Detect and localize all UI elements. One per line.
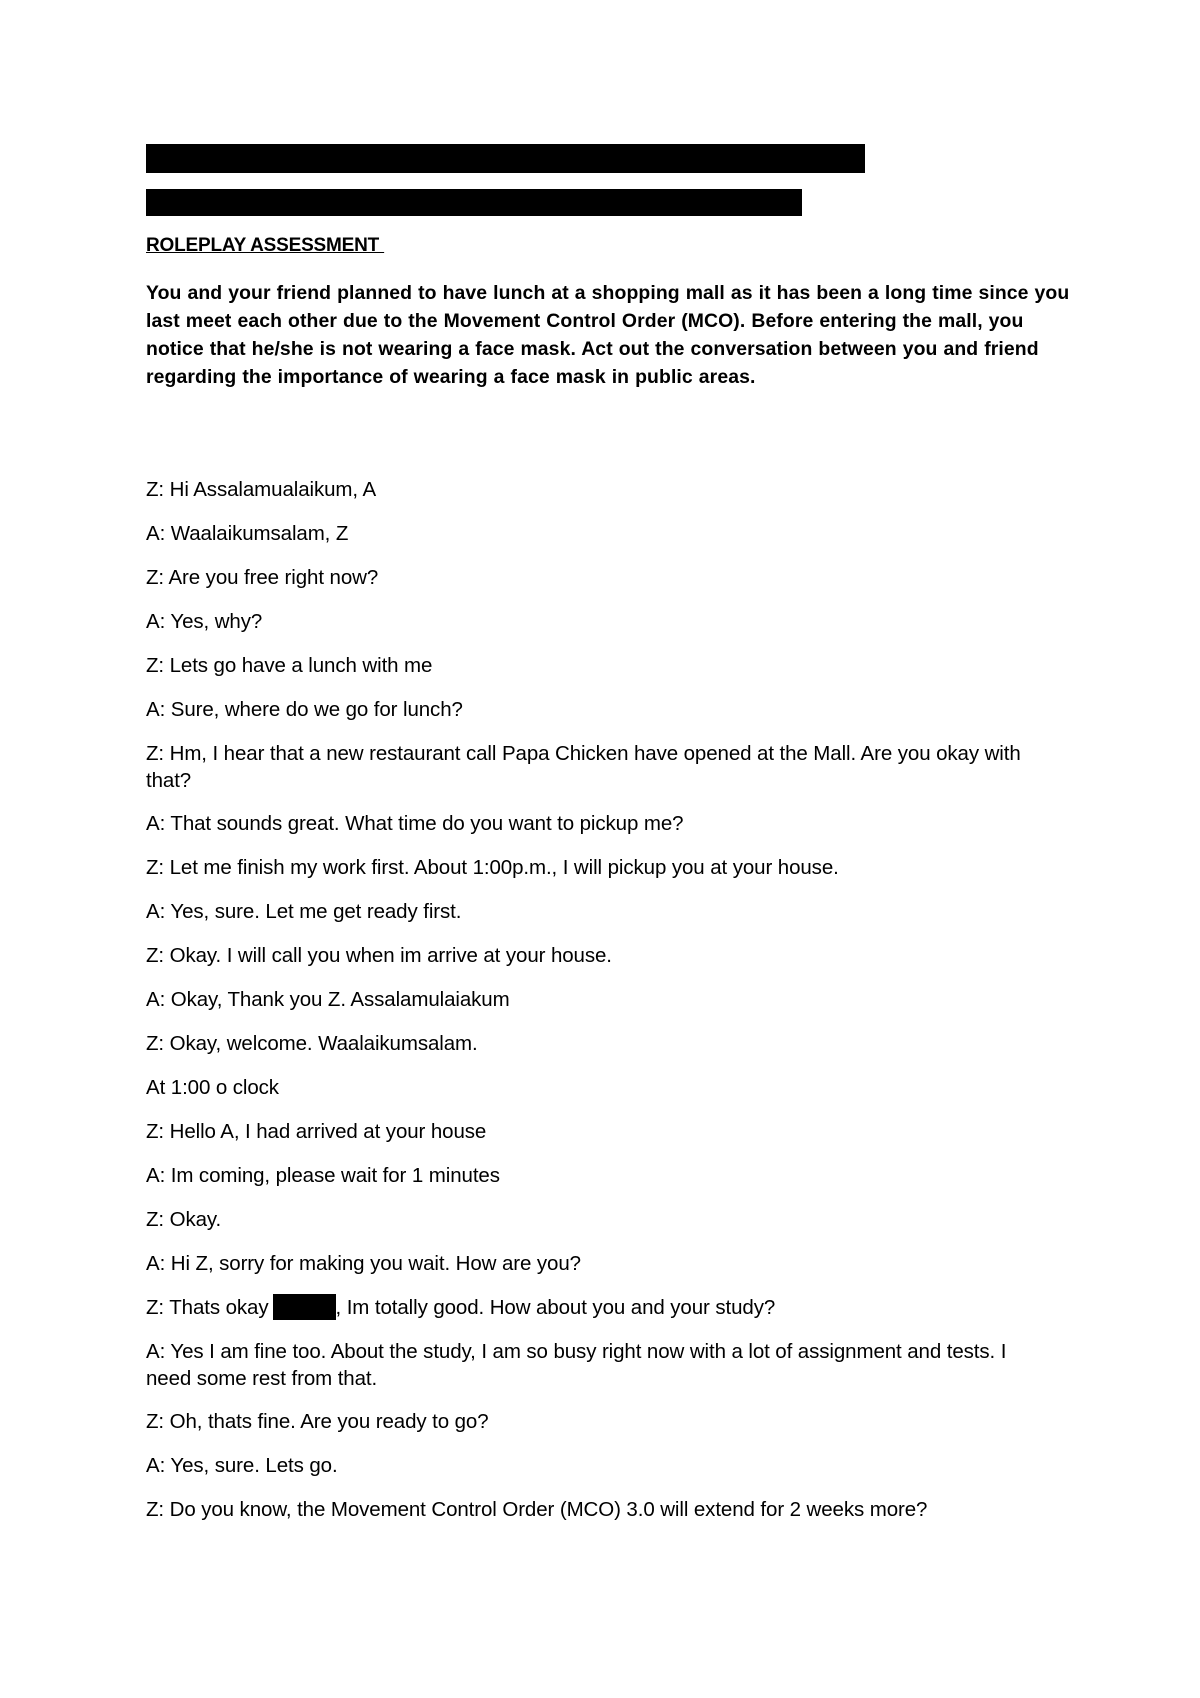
dialogue-line: At 1:00 o clock (146, 1076, 279, 1099)
dialogue-line: A: Yes, sure. Lets go. (146, 1454, 338, 1477)
dialogue-line: Z: Okay, welcome. Waalaikumsalam. (146, 1032, 478, 1055)
dialogue-line: A: Im coming, please wait for 1 minutes (146, 1164, 500, 1187)
dialogue-line-prefix: Z: Thats okay (146, 1296, 269, 1319)
dialogue-line: A: Sure, where do we go for lunch? (146, 698, 463, 721)
dialogue-list (146, 476, 1046, 1540)
dialogue-line: Z: Let me finish my work first. About 1:00p.m., I will pickup you at your house. (146, 856, 839, 879)
dialogue-line: Z: Okay. (146, 1208, 222, 1231)
dialogue-line-with-redaction (146, 1294, 1046, 1321)
dialogue-line: Z: Okay. I will call you when im arrive at your house. (146, 944, 612, 967)
dialogue-line: Z: Hi Assalamualaikum, A (146, 478, 377, 501)
dialogue-line: Z: Lets go have a lunch with me (146, 654, 433, 677)
dialogue-line: Z: Do you know, the Movement Control Order (MCO) 3.0 will extend for 2 weeks more? (146, 1498, 928, 1521)
dialogue-line-suffix: , Im totally good. How about you and your study? (335, 1296, 776, 1319)
dialogue-line: A: Yes, sure. Let me get ready first. (146, 900, 462, 923)
dialogue-line: A: Yes I am fine too. About the study, I am so busy right now with a lot of assignment and tests. I need some rest from that. (146, 1340, 1007, 1390)
dialogue-line: Z: Oh, thats fine. Are you ready to go? (146, 1410, 489, 1433)
dialogue-line: Z: Hello A, I had arrived at your house (146, 1120, 487, 1143)
assessment-prompt: You and your friend planned to have lunch at a shopping mall as it has been a long time since you last meet each other due to the Movement Control Order (MCO). Before entering the mall, you notice that he/she is not wearing a face mask. Act out the conversation between you and friend regarding the importance of wearing a face mask in public areas. (146, 282, 1070, 388)
redaction-bar (146, 189, 802, 216)
dialogue-line: A: Okay, Thank you Z. Assalamulaiakum (146, 988, 510, 1011)
dialogue-line: Z: Hm, I hear that a new restaurant call Papa Chicken have opened at the Mall. Are you okay with that? (146, 742, 1021, 792)
dialogue-line: A: Hi Z, sorry for making you wait. How are you? (146, 1252, 581, 1275)
dialogue-line: A: Waalaikumsalam, Z (146, 522, 349, 545)
redaction-bar (273, 1294, 336, 1320)
dialogue-line: Z: Are you free right now? (146, 566, 379, 589)
dialogue-line: A: That sounds great. What time do you want to pickup me? (146, 812, 684, 835)
assessment-heading: ROLEPLAY ASSESSMENT (146, 235, 385, 256)
dialogue-line: A: Yes, why? (146, 610, 263, 633)
redaction-bar (146, 144, 865, 173)
